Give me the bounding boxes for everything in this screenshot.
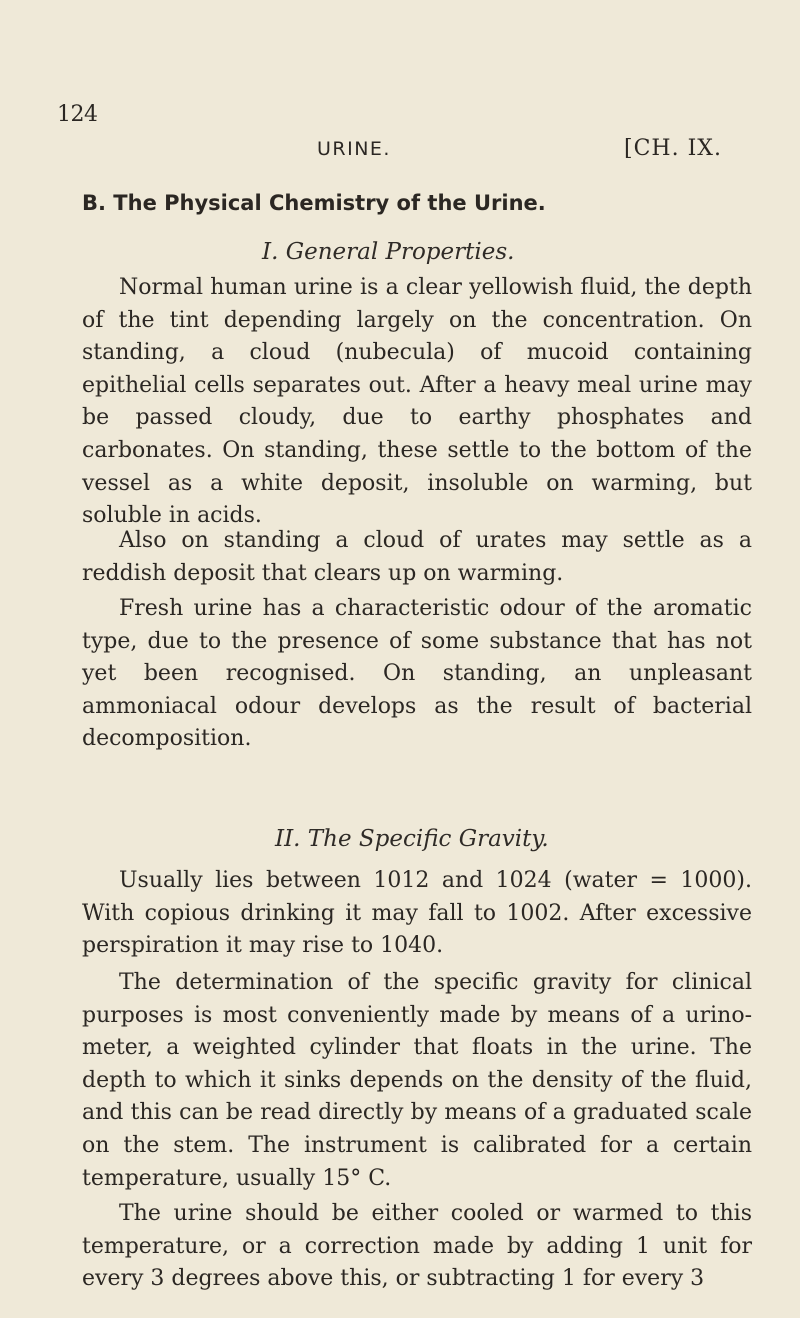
running-head: URINE.	[317, 138, 391, 160]
page-number: 124	[57, 102, 98, 127]
paragraph	[82, 593, 752, 756]
paragraph-text: Usually lies between 1012 and 1024 (water = 1000). With copious drinking it may fall to 1002. After excessive perspiration it may rise to 1040.	[82, 868, 752, 959]
paragraph-text: The determination of the specific gravity for clinical purposes is most conveniently made by means of a urino-meter, a weighted cylinder that floats in the urine. The depth to which it sinks depends on the density of the fluid, and this can be read directly by means of a graduated scale on the stem. The instrument is calibrated for a certain temperature, usually 15° C.	[82, 970, 752, 1191]
paragraph	[82, 967, 752, 1195]
section-heading: B. The Physical Chemistry of the Urine.	[82, 191, 546, 215]
chapter-reference: [CH. IX.	[624, 136, 722, 161]
paragraph	[82, 865, 752, 963]
paragraph	[82, 272, 752, 533]
paragraph-text: The urine should be either cooled or warmed to this temperature, or a correction made by adding 1 unit for every 3 degrees above this, or subtracting 1 for every 3	[82, 1201, 752, 1292]
subsection-title-specific-gravity: II. The Specific Gravity.	[275, 826, 549, 852]
paragraph-text: Fresh urine has a characteristic odour of the aromatic type, due to the presence of some substance that has not yet been recognised. On standing, an unpleasant ammoniacal odour develops as the result of bacterial decomposition.	[82, 596, 752, 752]
subsection-title-general-properties: I. General Properties.	[262, 239, 515, 265]
paragraph	[82, 525, 752, 590]
paragraph	[82, 1198, 752, 1296]
paragraph-text: Also on standing a cloud of urates may settle as a reddish deposit that clears up on warming.	[82, 528, 752, 586]
paragraph-text: Normal human urine is a clear yellowish fluid, the depth of the tint depending largely on the concentration. On standing, a cloud (nubecula) of mucoid containing epithelial cells separates out. After a heavy meal urine may be passed cloudy, due to earthy phosphates and carbonates. On standing, these settle to the bottom of the vessel as a white deposit, insoluble on warming, but soluble in acids.	[82, 275, 752, 529]
